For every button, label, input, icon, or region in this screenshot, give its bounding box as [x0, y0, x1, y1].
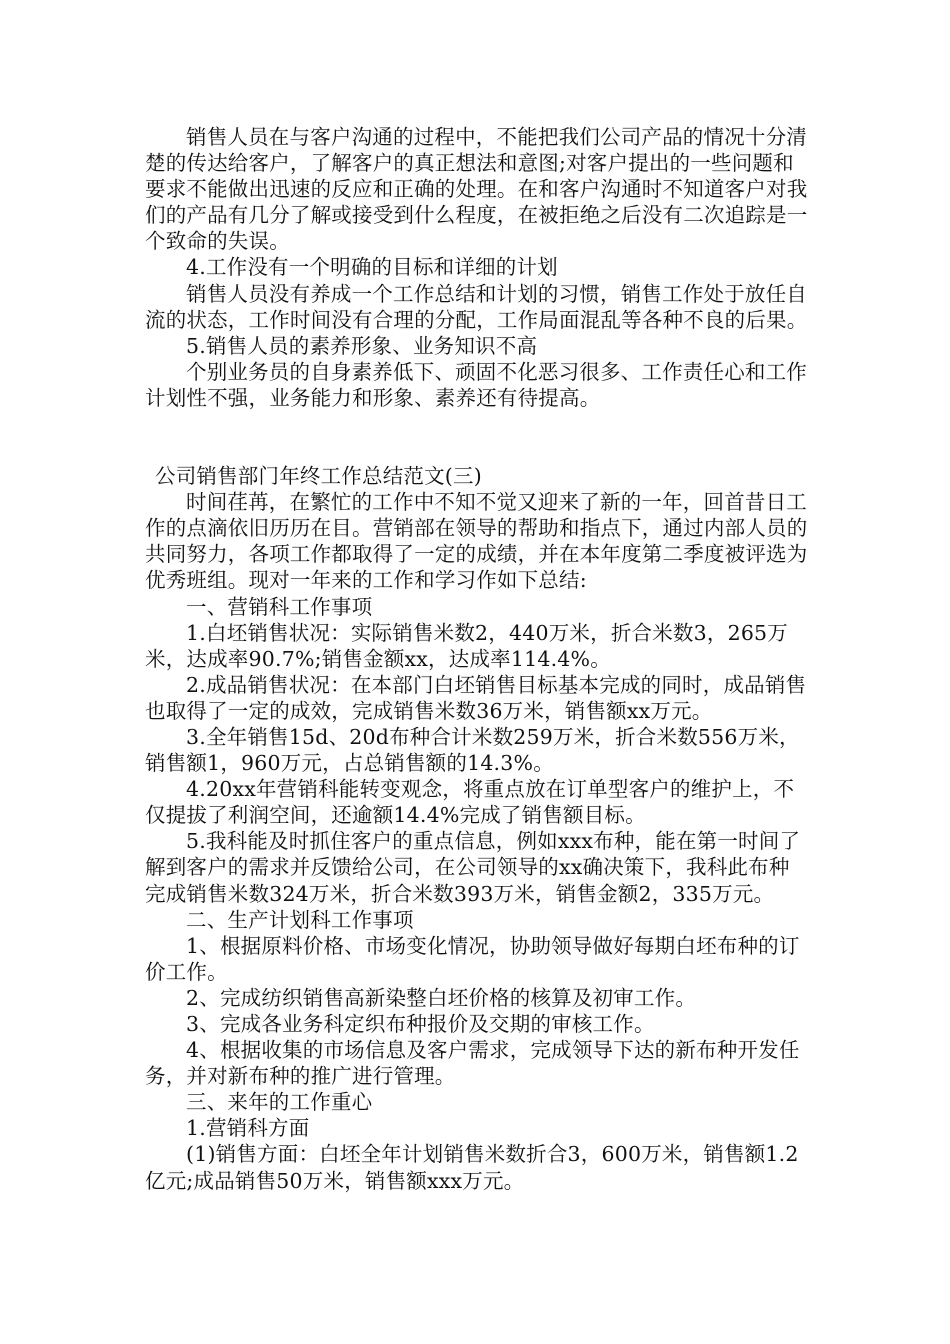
paragraph-work-habits: 销售人员没有养成一个工作总结和计划的习惯，销售工作处于放任自流的状态，工作时间没有合理的分配，工作局面混乱等各种不良的后果。: [145, 281, 808, 332]
paragraph-annual-fabric-sales: 3.全年销售15d、20d布种合计米数259万米，折合米数556万米，销售额1，960万元，占总销售额的14.3%。: [145, 724, 800, 776]
paragraph-quality-description: 个别业务员的自身素养低下、顽固不化恶习很多、工作责任心和工作计划性不强，业务能力和形象、素养还有待提高。: [145, 359, 807, 410]
paragraph-price-review: 2、完成纺织销售高新染整白坯价格的核算及初审工作。: [186, 985, 697, 1010]
heading-production-planning: 二、生产计划科工作事项: [186, 907, 414, 932]
heading-quality-knowledge: 5.销售人员的素养形象、业务知识不高: [186, 333, 538, 358]
paragraph-finished-product-sales: 2.成品销售状况：在本部门白坯销售目标基本完成的同时，成品销售也取得了一定的成效，完成销售米数36万米，销售额xx万元。: [145, 672, 807, 723]
paragraph-new-fabric-development: 4、根据收集的市场信息及客户需求，完成领导下达的新布种开发任务，并对新布种的推广进行管理。: [145, 1038, 800, 1089]
heading-marketing-section: 一、营销科工作事项: [186, 594, 373, 619]
heading-next-year-focus: 三、来年的工作重心: [186, 1090, 373, 1115]
paragraph-pricing-work: 1、根据原料价格、市场变化情况，协助领导做好每期白坯布种的订价工作。: [145, 933, 800, 984]
paragraph-key-info-tracking: 5.我科能及时抓住客户的重点信息，例如xxx布种，能在第一时间了解到客户的需求并反馈给公司，在公司领导的xx确决策下，我科此布种完成销售米数324万米，折合米数393万米，销售金额2，335万元。: [145, 829, 801, 906]
paragraph-delivery-review: 3、完成各业务科定织布种报价及交期的审核工作。: [186, 1012, 655, 1036]
paragraph-communication-issues: 销售人员在与客户沟通的过程中，不能把我们公司产品的情况十分清楚的传达给客户，了解客户的真正想法和意图;对客户提出的一些问题和要求不能做出迅速的反应和正确的处理。在和客户沟通时不知道客户对我们的产品有几分了解或接受到什么程度，在被拒绝之后没有二次追踪是一个致命的失误。: [145, 125, 808, 254]
paragraph-greige-sales: 1.白坯销售状况：实际销售米数2，440万米，折合米数3，265万米，达成率90.7%;销售金额xx，达成率114.4%。: [145, 620, 788, 671]
paragraph-annual-summary-intro: 时间荏苒，在繁忙的工作中不知不觉又迎来了新的一年，回首昔日工作的点滴依旧历历在目。营销部在领导的帮助和指点下，通过内部人员的共同努力，各项工作都取得了一定的成绩，并在本年度第二季度被评选为优秀班组。现对一年来的工作和学习作如下总结:: [145, 490, 808, 593]
paragraph-sales-plan: (1)销售方面：白坯全年计划销售米数折合3，600万米，销售额1.2亿元;成品销售50万米，销售额xxx万元。: [145, 1142, 799, 1193]
document-title: 公司销售部门年终工作总结范文(三): [155, 464, 482, 489]
heading-goal-plan: 4.工作没有一个明确的目标和详细的计划: [186, 255, 558, 280]
section-spacer: [145, 411, 809, 437]
document-body: [145, 124, 809, 1194]
heading-marketing-department: 1.营销科方面: [186, 1116, 310, 1141]
paragraph-customer-focus: 4.20xx年营销科能转变观念，将重点放在订单型客户的维护上，不仅提拔了利润空间，还逾额14.4%完成了销售额目标。: [145, 777, 795, 828]
